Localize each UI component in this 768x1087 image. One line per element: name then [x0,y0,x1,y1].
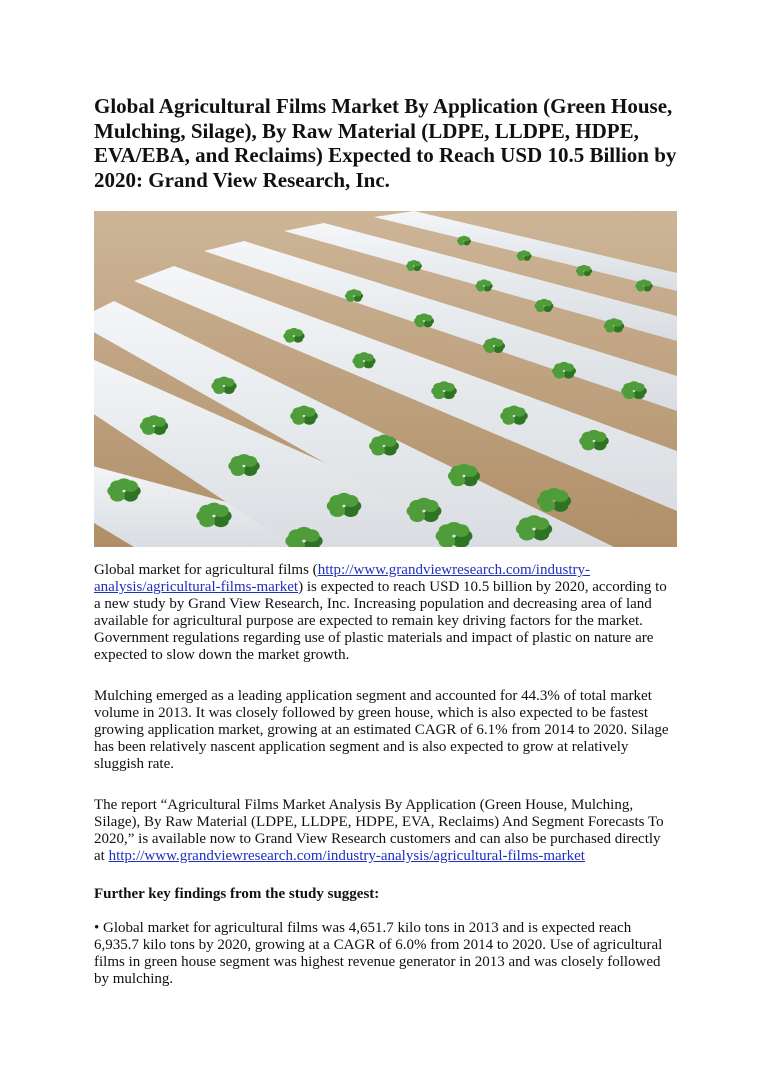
section-heading: Further key findings from the study suggest: [94,886,380,902]
document-title: Global Agricultural Films Market By Application (Green House, Mulching, Silage), By Raw Material (LDPE, LLDPE, HDPE, EVA/EBA, and Reclaims) Expected to Reach USD 10.5 Billion by 2020: Grand View Research, Inc. [94,94,677,192]
paragraph-report: The report “Agricultural Films Market Analysis By Application (Green House, Mulching, Silage), By Raw Material (LDPE, LLDPE, HDPE, EVA, Reclaims) And Segment Forecasts To 2020,” is available now to Grand View Research customers and can also be purchased directly at http://www.grandviewresearch.com/industry-analysis/agricultural-films-market [94,797,664,864]
paragraph-intro: Global market for agricultural films (http://www.grandviewresearch.com/industry-analysis/agricultural-films-market) is expected to reach USD 10.5 billion by 2020, according to a new study by Grand View Research, Inc. Increasing population and decreasing area of land available for agricultural purpose are expected to remain key driving factors for the market. Government regulations regarding use of plastic materials and impact of plastic on nature are expected to slow down the market growth. [94,562,667,663]
paragraph-finding-bullet: • Global market for agricultural films was 4,651.7 kilo tons in 2013 and is expected reach 6,935.7 kilo tons by 2020, growing at a CAGR of 6.0% from 2014 to 2020. Use of agricultural films in green house segment was highest revenue generator in 2013 and was closely followed by mulching. [94,920,663,987]
photo-agricultural-film-rows [94,211,677,547]
article-link[interactable]: http://www.grandviewresearch.com/industry-analysis/agricultural-films-market [94,562,590,595]
paragraph-mulching: Mulching emerged as a leading application segment and accounted for 44.3% of total market volume in 2013. It was closely followed by green house, which is also expected to be fastest growing application market, growing at an estimated CAGR of 6.1% from 2014 to 2020. Silage has been relatively nascent application segment and is also expected to grow at relatively sluggish rate. [94,688,669,772]
report-link[interactable]: http://www.grandviewresearch.com/industry-analysis/agricultural-films-market [108,848,585,864]
